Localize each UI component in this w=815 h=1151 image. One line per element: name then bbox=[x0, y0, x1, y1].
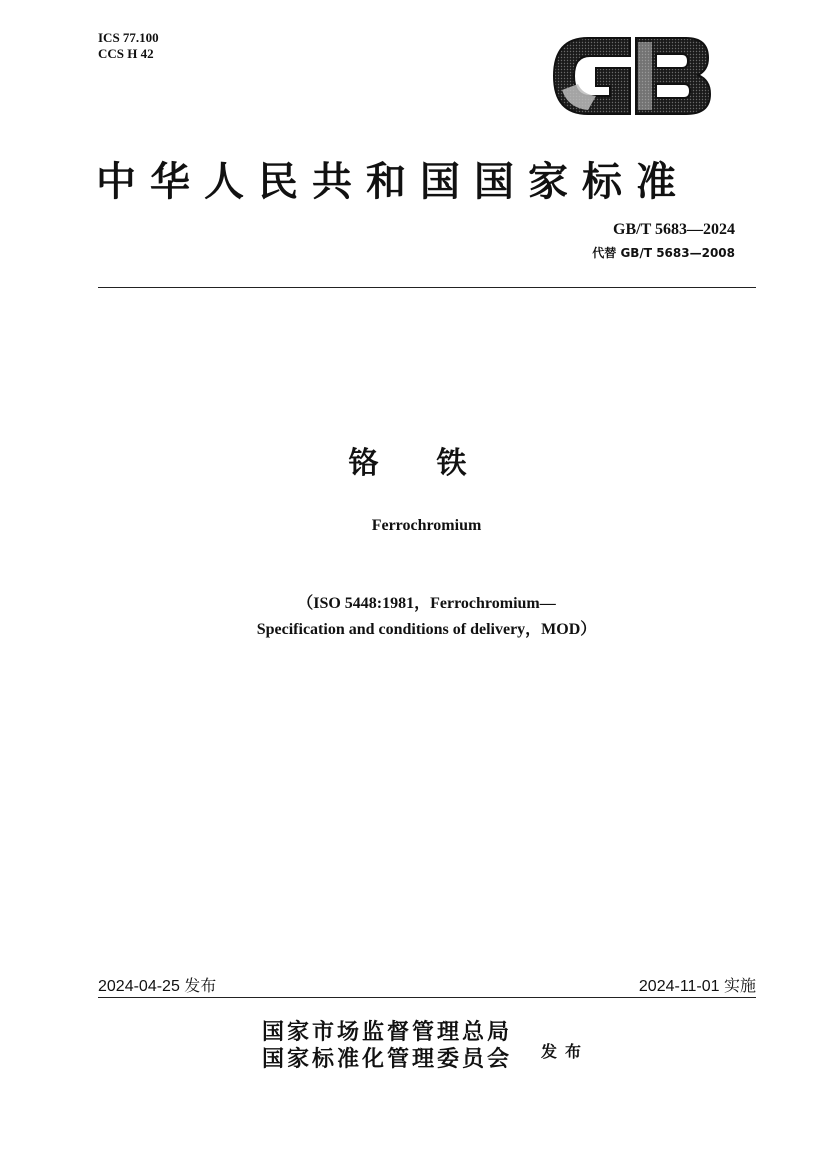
replaces-standard: 代替 GB/T 5683—2008 bbox=[592, 246, 735, 260]
effective-date: 2024-11-01 实施 bbox=[638, 978, 756, 995]
gb-logo bbox=[548, 32, 714, 120]
iso-reference-line-1: （ISO 5448:1981，Ferrochromium— bbox=[297, 595, 556, 612]
iso-reference-line-2: Specification and conditions of delivery，MOD） bbox=[256, 621, 597, 638]
ics-code: ICS 77.100 bbox=[98, 30, 159, 45]
iso-reference bbox=[0, 591, 815, 643]
issuer-samr: 国家市场监督管理总局 bbox=[262, 1019, 513, 1045]
national-standard-title: 中华人民共和国国家标准 bbox=[96, 159, 690, 205]
issuing-authorities bbox=[262, 1019, 512, 1073]
document-title-chinese: 铬铁 bbox=[348, 446, 525, 481]
footer-divider bbox=[98, 997, 756, 998]
classification-codes bbox=[98, 30, 159, 62]
issue-date: 2024-04-25 发布 bbox=[98, 978, 217, 995]
standard-number-block bbox=[592, 220, 735, 262]
ccs-code: CCS H 42 bbox=[98, 46, 154, 61]
document-title-english: Ferrochromium bbox=[371, 517, 482, 534]
issuer-sac: 国家标准化管理委员会 bbox=[262, 1046, 513, 1072]
header-divider bbox=[98, 287, 756, 288]
release-label: 发布 bbox=[541, 1042, 590, 1061]
standard-number: GB/T 5683—2024 bbox=[613, 221, 735, 238]
